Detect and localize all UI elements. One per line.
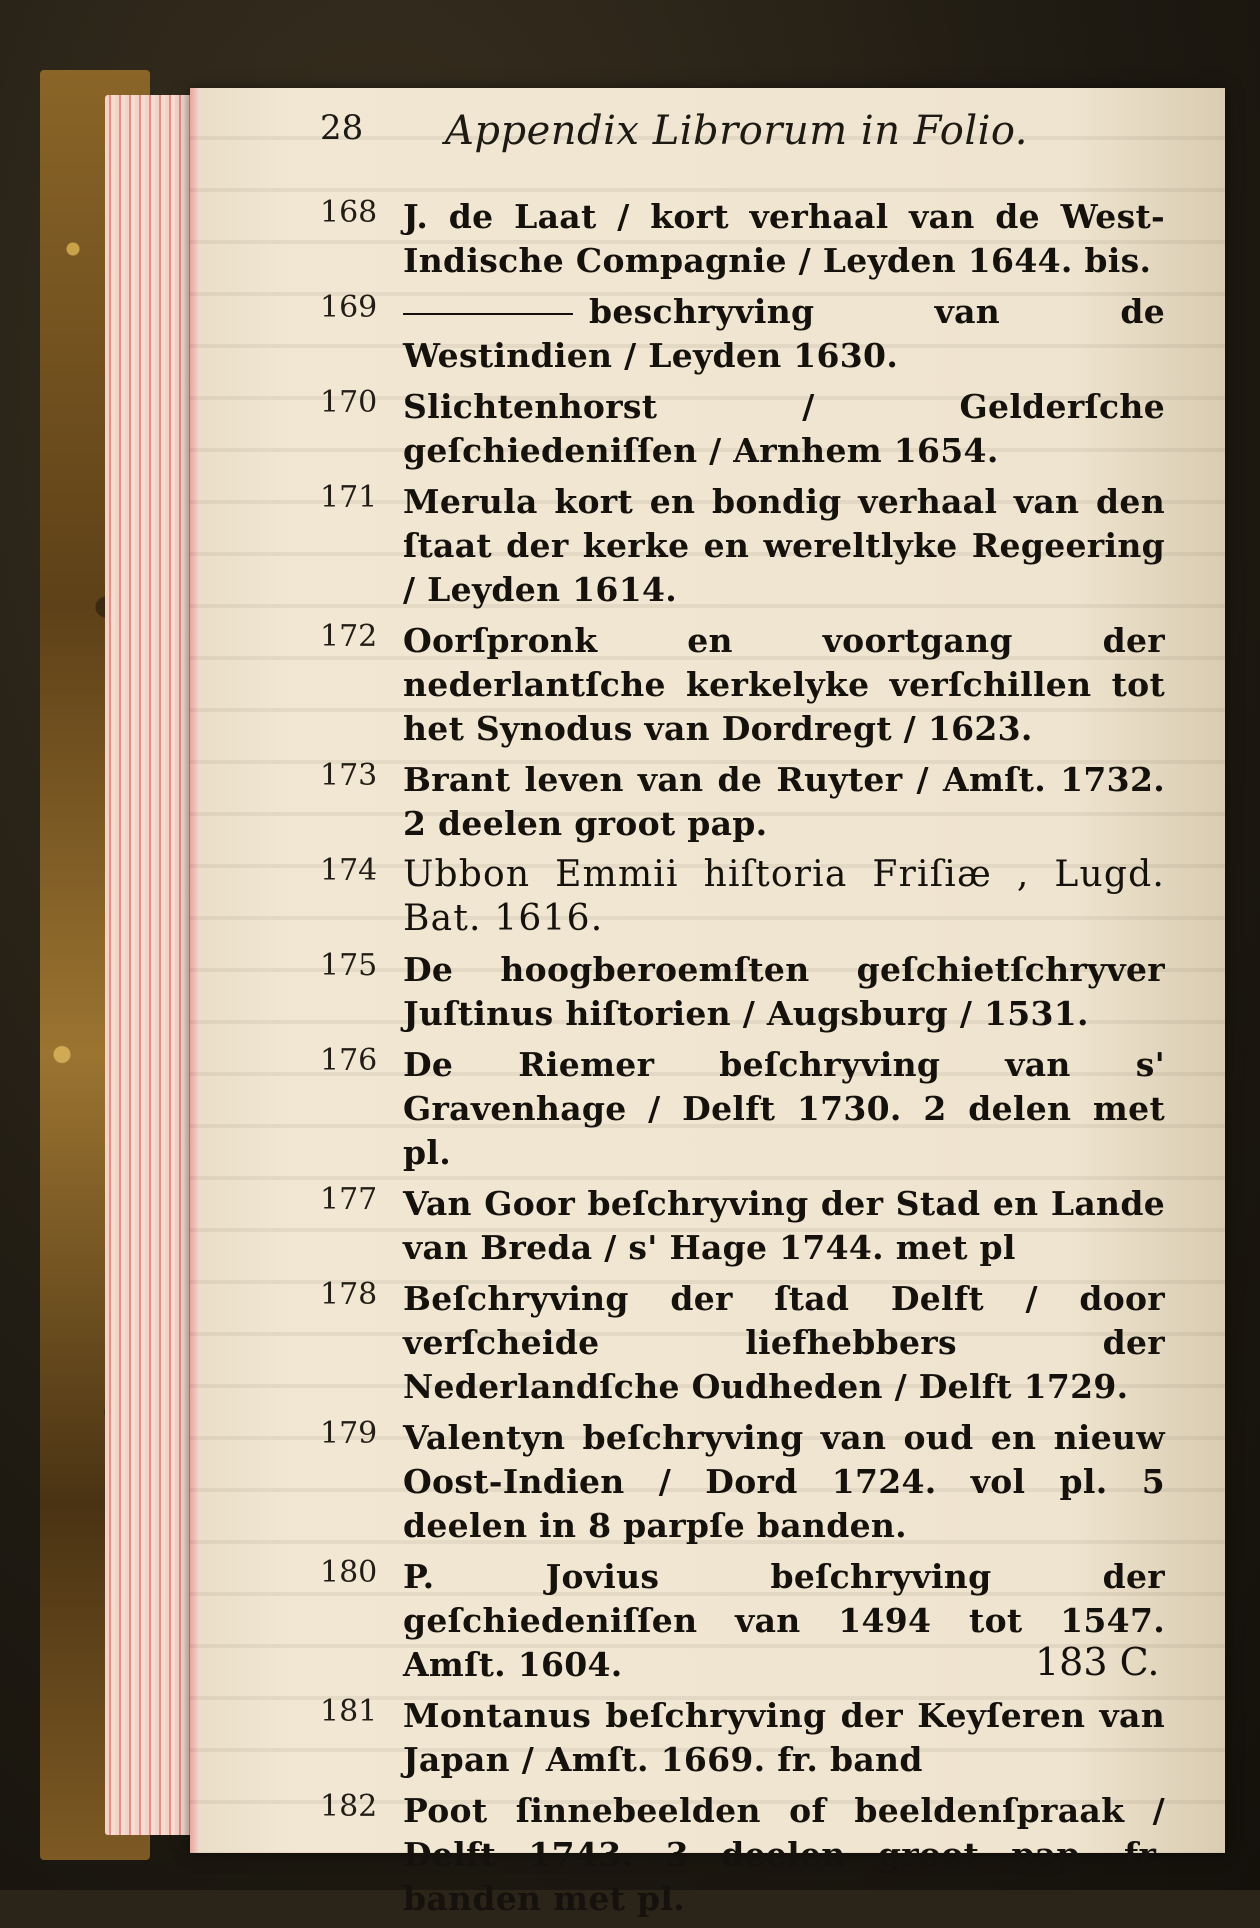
entry-number: 172 <box>320 619 378 654</box>
entry-text: De Riemer beſchryving van s' Gravenhage / Delft 1730. 2 delen met pl. <box>403 1045 1165 1172</box>
list-item <box>320 195 1165 283</box>
entry-text: De hoogberoemſten geſchietſchryver Juſtinus hiſtorien / Augsburg / 1531. <box>403 950 1165 1033</box>
entry-text: Valentyn beſchryving van oud en nieuw Oost-Indien / Dord 1724. vol pl. 5 deelen in 8 parpſe banden. <box>403 1418 1165 1545</box>
entry-text: Merula kort en bondig verhaal van den ſtaat der kerke en wereltlyke Regeering / Leyden 1614. <box>403 482 1165 609</box>
entry-number: 169 <box>320 290 378 325</box>
entry-text <box>403 290 1165 378</box>
list-item <box>320 1277 1165 1409</box>
list-item <box>320 1789 1165 1921</box>
list-item <box>320 948 1165 1036</box>
entry-number: 174 <box>320 853 378 888</box>
list-item <box>320 853 1165 941</box>
list-item <box>320 1694 1165 1782</box>
list-item <box>320 480 1165 612</box>
entry-number: 179 <box>320 1416 378 1451</box>
list-item <box>320 290 1165 378</box>
entry-text: Ubbon Emmii hiſtoria Friſiæ , Lugd. Bat. 1616. <box>403 854 1165 939</box>
entry-text: Oorſpronk en voortgang der nederlantſche kerkelyke verſchillen tot het Synodus van Dordregt / 1623. <box>403 621 1165 748</box>
entry-text: Brant leven van de Ruyter / Amſt. 1732. 2 deelen groot pap. <box>403 760 1165 843</box>
page-header <box>320 108 1040 168</box>
page-number: 28 <box>320 108 364 148</box>
entry-number: 175 <box>320 948 378 983</box>
entry-number: 181 <box>320 1694 378 1729</box>
list-item <box>320 758 1165 846</box>
ditto-dash <box>403 313 573 315</box>
entry-text: P. Jovius beſchryving der geſchiedeniſſen van 1494 tot 1547. Amſt. 1604. <box>403 1557 1165 1684</box>
entry-number: 168 <box>320 195 378 230</box>
running-head: Appendix Librorum in Folio. <box>445 108 1028 154</box>
entry-text: Slichtenhorst / Gelderſche geſchiedeniſſen / Arnhem 1654. <box>403 387 1165 470</box>
entry-text-content: beschryving van de Westindien / Leyden 1630. <box>403 292 1165 375</box>
catchword: 183 C. <box>1035 1640 1160 1684</box>
entry-number: 182 <box>320 1789 378 1824</box>
entry-number: 177 <box>320 1182 378 1217</box>
list-item <box>320 1416 1165 1548</box>
entry-text: Van Goor beſchryving der Stad en Lande van Breda / s' Hage 1744. met pl <box>403 1184 1165 1267</box>
entry-number: 173 <box>320 758 378 793</box>
list-item <box>320 1182 1165 1270</box>
entry-text: Beſchryving der ſtad Delft / door verſcheide liefhebbers der Nederlandſche Oudheden / Delft 1729. <box>403 1279 1165 1406</box>
list-item <box>320 1043 1165 1175</box>
entry-number: 180 <box>320 1555 378 1590</box>
entry-number: 178 <box>320 1277 378 1312</box>
list-item <box>320 385 1165 473</box>
entry-number: 176 <box>320 1043 378 1078</box>
entry-text: Montanus beſchryving der Keyſeren van Japan / Amſt. 1669. fr. band <box>403 1696 1165 1779</box>
entry-number: 171 <box>320 480 378 515</box>
entry-number: 170 <box>320 385 378 420</box>
entry-text: J. de Laat / kort verhaal van de West-Indische Compagnie / Leyden 1644. bis. <box>403 197 1165 280</box>
list-item <box>320 619 1165 751</box>
entry-text: Poot ſinnebeelden of beeldenſpraak / Delft 1743. 3 deelen groot pap. fr. banden met pl. <box>403 1791 1165 1918</box>
